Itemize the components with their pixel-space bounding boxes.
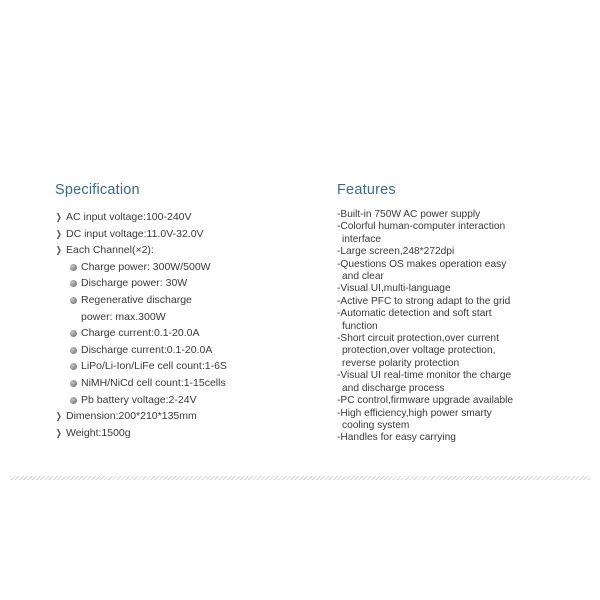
dotted-divider: [10, 476, 590, 480]
round-dot-icon: [70, 397, 77, 404]
channel-sublist: [55, 259, 325, 408]
channel-item: Charge current:0.1-20.0A: [55, 325, 325, 342]
feature-item: -Built-in 750W AC power supply: [337, 209, 481, 220]
channel-item: Discharge current:0.1-20.0A: [55, 342, 325, 359]
feature-item: -Colorful human-computer interaction: [337, 221, 506, 233]
spec-item: ❯ DC input voltage:11.0V-32.0V: [55, 226, 325, 243]
round-dot-icon: [70, 363, 77, 370]
spec-item: ❯ Weight:1500g: [55, 425, 325, 442]
chevron-right-icon: ❯: [55, 411, 62, 422]
features-section: [337, 182, 587, 445]
round-dot-icon: [70, 280, 77, 287]
channel-item: Discharge power: 30W: [55, 275, 325, 292]
chevron-right-icon: ❯: [55, 245, 62, 256]
feature-item: -Questions OS makes operation easy: [337, 258, 507, 270]
spec-item: ❯ Dimension:200*210*135mm: [55, 408, 325, 425]
feature-item: -PC control,firmware upgrade available: [337, 395, 514, 407]
feature-item-continuation: reverse polarity protection: [342, 357, 460, 369]
chevron-right-icon: ❯: [55, 228, 62, 239]
feature-item-continuation: cooling system: [342, 419, 410, 431]
round-dot-icon: [70, 264, 77, 271]
round-dot-icon: [70, 330, 77, 337]
channel-item: NiMH/NiCd cell count:1-15cells: [55, 375, 325, 392]
feature-item: -Visual UI real-time monitor the charge: [337, 370, 512, 382]
feature-item-continuation: and discharge process: [342, 382, 445, 394]
features-list: [337, 209, 587, 445]
channel-item: Pb battery voltage:2-24V: [55, 392, 325, 409]
feature-item-continuation: and clear: [342, 271, 384, 283]
feature-item: -Automatic detection and soft start: [337, 308, 492, 320]
feature-item: -Short circuit protection,over current: [337, 333, 499, 345]
chevron-right-icon: ❯: [55, 427, 62, 438]
channel-item: LiPo/Li-Ion/LiFe cell count:1-6S: [55, 358, 325, 375]
specification-list: [55, 209, 325, 441]
channel-item-continuation: power: max.300W: [81, 310, 166, 323]
feature-item: -Active PFC to strong adapt to the grid: [337, 295, 511, 307]
feature-item-continuation: interface: [342, 233, 382, 245]
feature-item-continuation: function: [342, 320, 378, 332]
specification-section: [55, 182, 325, 441]
feature-item-continuation: protection,over voltage protection,: [342, 345, 496, 357]
round-dot-icon: [70, 380, 77, 387]
feature-item: -Visual UI,multi-language: [337, 283, 451, 295]
feature-item: -Handles for easy carrying: [337, 432, 456, 444]
feature-item: -Large screen,248*272dpi: [337, 246, 455, 258]
round-dot-icon: [70, 347, 77, 354]
channel-item: Regenerative discharge: [55, 292, 325, 309]
features-title: Features: [337, 182, 396, 198]
specification-title: Specification: [55, 182, 140, 198]
channel-sublist-wrapper: [55, 259, 325, 408]
round-dot-icon: [70, 297, 77, 304]
spec-item: ❯ AC input voltage:100-240V: [55, 209, 325, 226]
channel-item: Charge power: 300W/500W: [55, 259, 325, 276]
feature-item: -High efficiency,high power smarty: [337, 407, 492, 419]
chevron-right-icon: ❯: [55, 212, 62, 222]
spec-item: ❯ Each Channel(×2):: [55, 242, 325, 259]
